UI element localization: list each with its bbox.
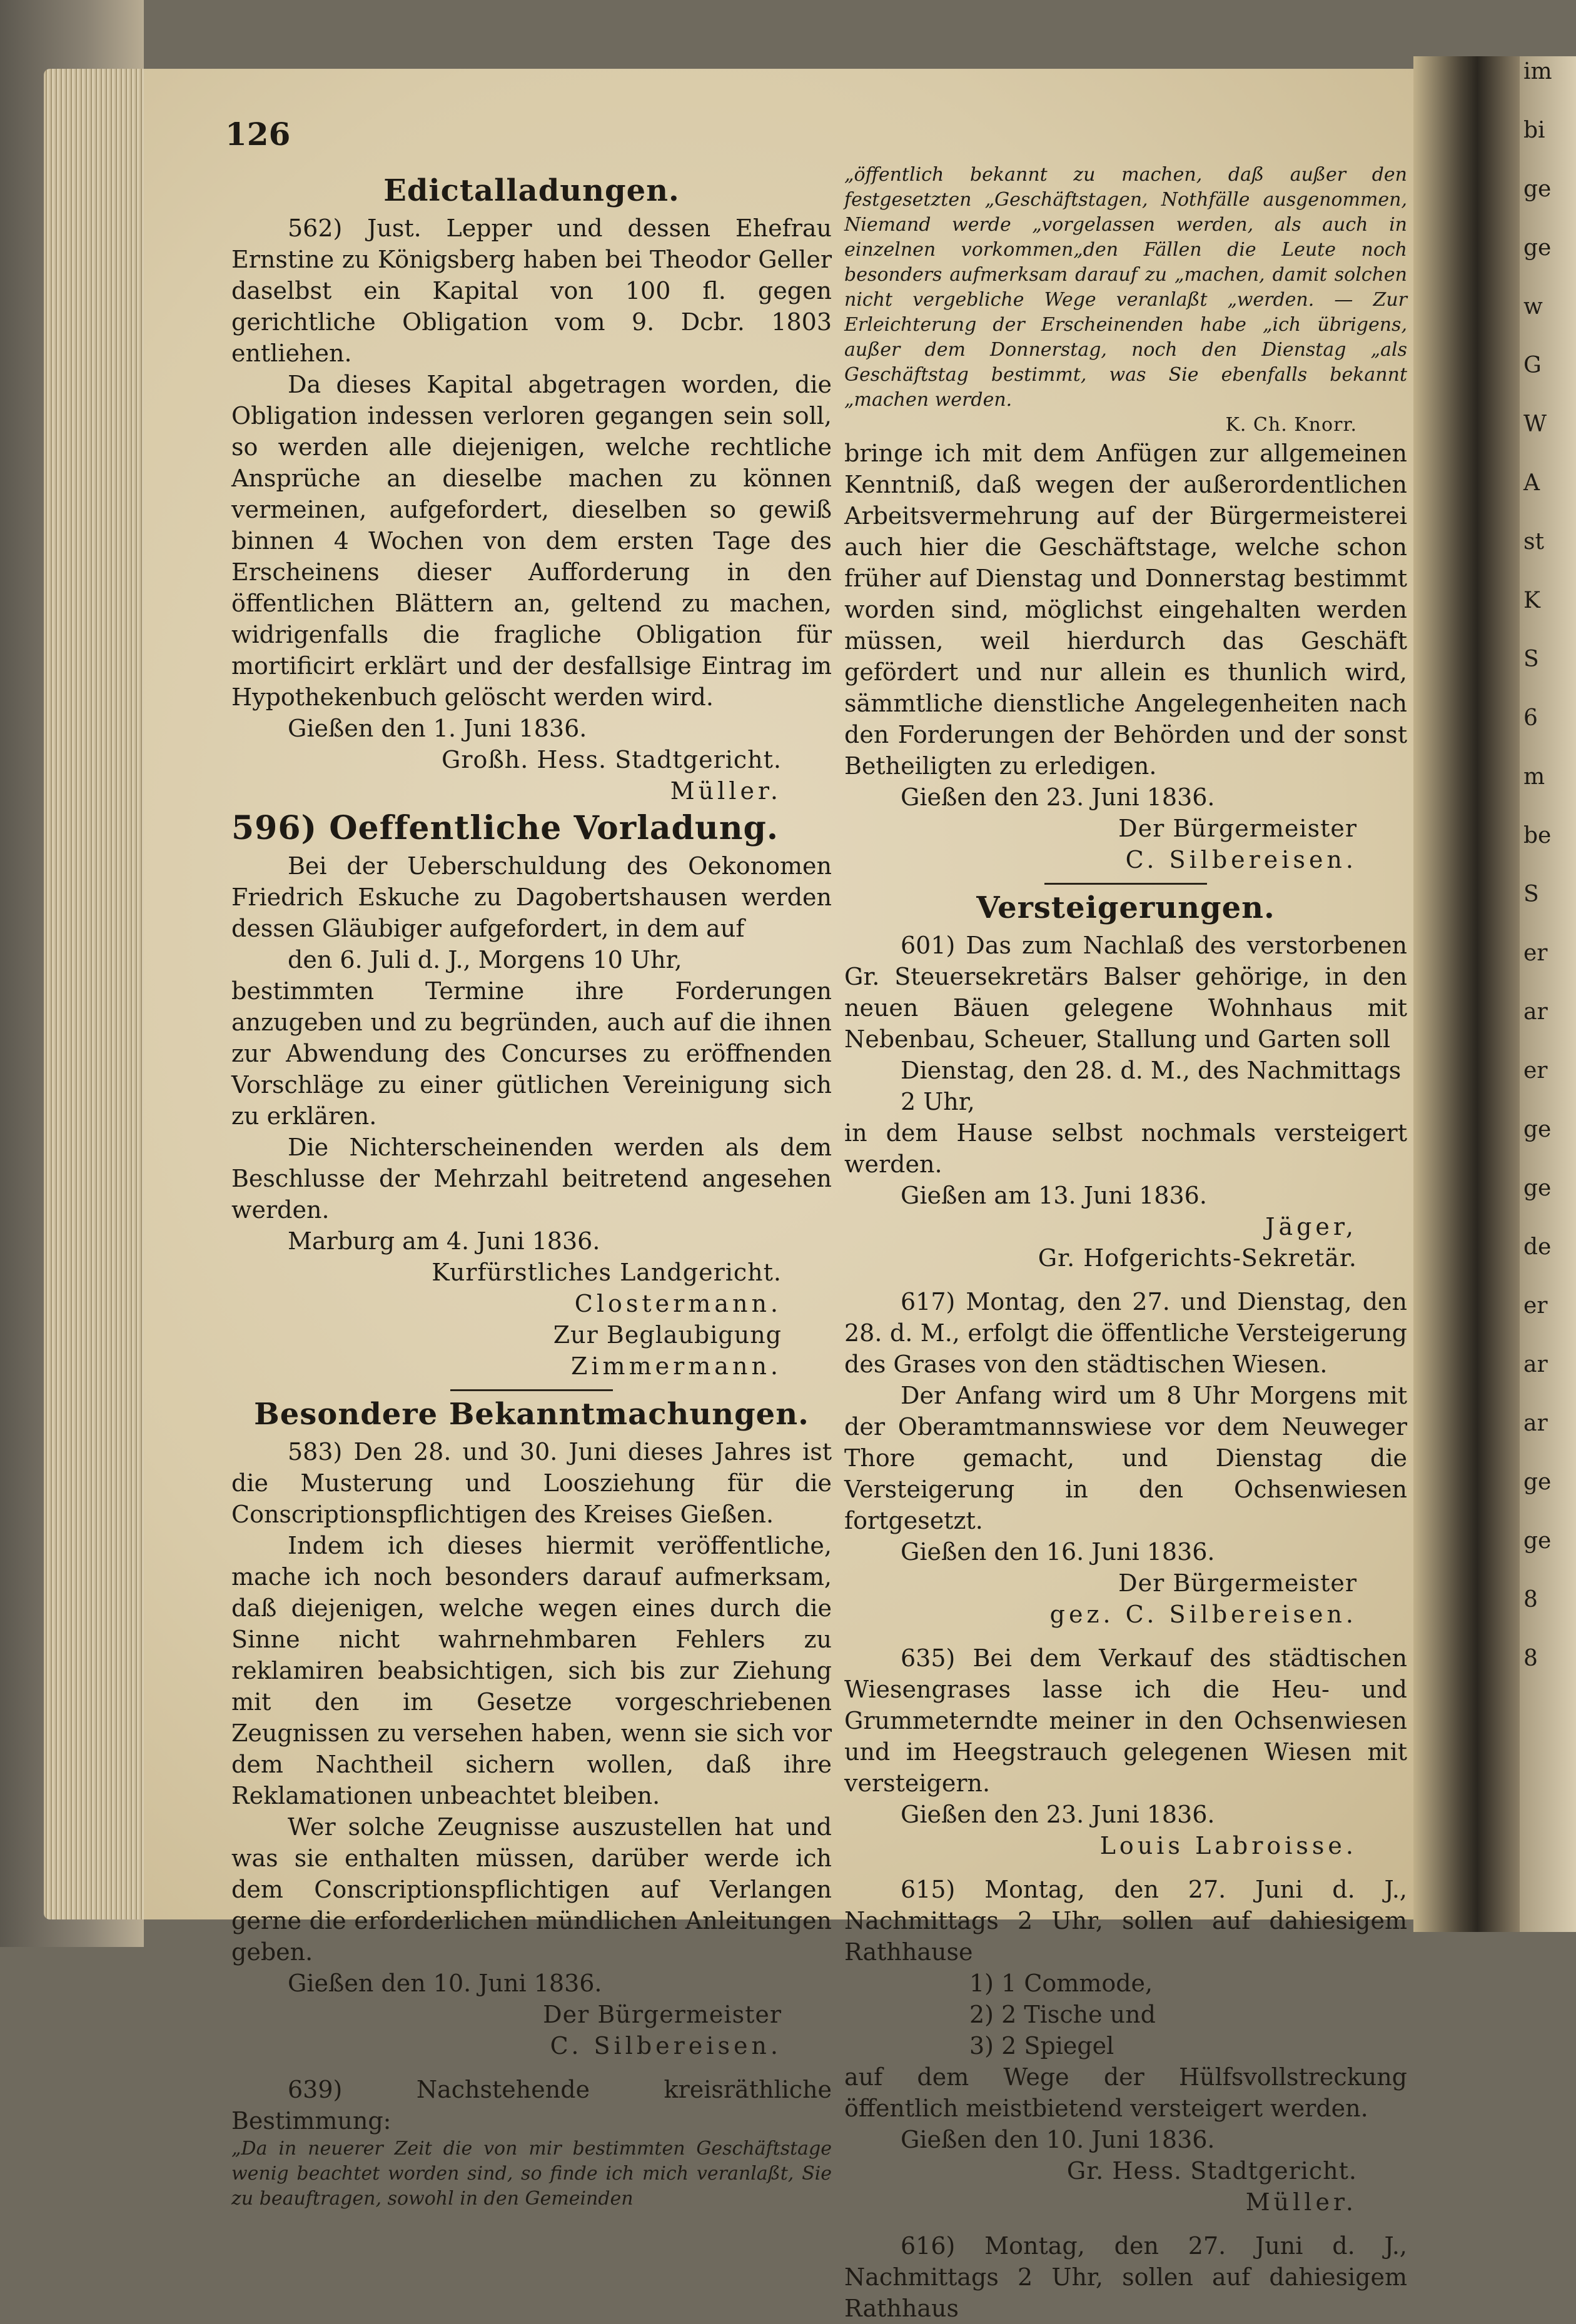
authority: Kurfürstliches Landgericht. <box>432 1259 782 1286</box>
adjacent-fragment: er <box>1523 940 1548 966</box>
signature: Zimmermann. <box>571 1352 782 1380</box>
adjacent-fragment: de <box>1523 1234 1552 1260</box>
adjacent-fragment: ar <box>1523 1352 1548 1377</box>
adjacent-fragment: 8 <box>1523 1646 1538 1671</box>
section-heading: Versteigerungen. <box>976 890 1275 925</box>
authority: Der Bürgermeister <box>1118 1569 1357 1597</box>
notice-text: bestimmten Termine ihre Forderungen anzugeben und zu begründen, auch auf die ihnen zur Abwendung des Concurses zu eröffnenden Vorschläge zu einer gütlichen Vereinigung sich zu erklären. <box>231 977 832 1130</box>
notice-date-line: den 6. Juli d. J., Morgens 10 Uhr, <box>288 946 682 973</box>
place-date: Marburg am 4. Juni 1836. <box>288 1227 600 1255</box>
list-item: 1) 1 Commode, <box>969 1969 1153 1997</box>
divider <box>1044 883 1207 885</box>
adjacent-fragment: G <box>1523 353 1542 378</box>
signature: C. Silbereisen. <box>550 2032 782 2060</box>
adjacent-fragment: K <box>1523 588 1540 613</box>
notice-text: auf dem Wege der Hülfsvollstreckung öffentlich meistbietend versteigert werden. <box>844 2063 1407 2122</box>
notice-quote: „Da in neuerer Zeit die von mir bestimmten Geschäftstage wenig beachtet worden sind, so finde ich mich veranlaßt, Sie zu beauftragen, sowohl in den Gemeinden <box>231 2138 832 2210</box>
signature: gez. C. Silbereisen. <box>1049 1601 1357 1628</box>
notice-text: 601) Das zum Nachlaß des verstorbenen Gr. Steuersekretärs Balser gehörige, in den neuen Bäuen gelegene Wohnhaus mit Nebenbau, Scheuer, Stallung und Garten soll <box>844 932 1407 1053</box>
notice-text: 562) Just. Lepper und dessen Ehefrau Ernstine zu Königsberg haben bei Theodor Geller daselbst ein Kapital von 100 fl. gegen gerichtliche Obligation vom 9. Dcbr. 1803 entliehen. <box>231 214 832 367</box>
section-heading: Besondere Bekanntmachungen. <box>254 1397 809 1432</box>
book-gutter <box>1413 56 1520 1932</box>
notice-text: Wer solche Zeugnisse auszustellen hat und was sie enthalten müssen, darüber werde ich dem Conscriptionspflichtigen auf Verlangen gerne die erforderlichen mündlichen Anleitungen geben. <box>231 1813 832 1966</box>
adjacent-fragment: ge <box>1523 1469 1552 1495</box>
signature: Müller. <box>670 777 782 805</box>
notice-text: Bei der Ueberschuldung des Oekonomen Friedrich Eskuche zu Dagobertshausen werden dessen Gläubiger aufgefordert, in dem auf <box>231 852 832 942</box>
list-item: 3) 2 Spiegel <box>969 2032 1114 2060</box>
adjacent-fragment: ar <box>1523 999 1548 1025</box>
adjacent-fragment: ge <box>1523 1117 1552 1142</box>
authority: Gr. Hess. Stadtgericht. <box>1066 2157 1357 2185</box>
notice-text: Die Nichterscheinenden werden als dem Beschlusse der Mehrzahl beitretend angesehen werden. <box>231 1134 832 1224</box>
place-date: Gießen den 23. Juni 1836. <box>901 783 1215 811</box>
place-date: Gießen den 16. Juni 1836. <box>901 1538 1215 1566</box>
adjacent-page <box>1520 56 1576 1932</box>
place-date: Gießen den 1. Juni 1836. <box>288 715 587 742</box>
adjacent-fragment: er <box>1523 1058 1548 1084</box>
signature: C. Silbereisen. <box>1125 846 1357 873</box>
place-date: Gießen den 10. Juni 1836. <box>901 2126 1215 2153</box>
notice-date-line: Dienstag, den 28. d. M., des Nachmittags 2 Uhr, <box>901 1057 1402 1115</box>
adjacent-fragment: S <box>1523 646 1539 672</box>
quote-signature: K. Ch. Knorr. <box>1225 414 1357 436</box>
notice-text: 616) Montag, den 27. Juni d. J., Nachmittags 2 Uhr, sollen auf dahiesigem Rathhaus <box>844 2232 1407 2322</box>
signature: Clostermann. <box>574 1290 782 1317</box>
left-column <box>231 169 832 2211</box>
notice-text: in dem Hause selbst nochmals versteigert werden. <box>844 1119 1407 1178</box>
adjacent-fragment: m <box>1523 764 1545 790</box>
adjacent-fragment: S <box>1523 882 1539 907</box>
place-date: Gießen am 13. Juni 1836. <box>901 1182 1207 1209</box>
right-column <box>844 163 1407 2324</box>
adjacent-fragment: 6 <box>1523 705 1538 731</box>
adjacent-fragment: st <box>1523 529 1544 555</box>
section-heading: Edictalladungen. <box>383 173 680 208</box>
signature: Louis Labroisse. <box>1099 1832 1357 1859</box>
notice-text: 615) Montag, den 27. Juni d. J., Nachmittags 2 Uhr, sollen auf dahiesigem Rathhause <box>844 1876 1407 1966</box>
adjacent-fragment: W <box>1523 411 1547 437</box>
notice-quote: „öffentlich bekannt zu machen, daß außer den festgesetzten „Geschäftstagen, Nothfälle ausgenommen, Niemand werde „vorgelassen werden, als auch in einzelnen vorkommen„den Fällen die Leute noch besonders aufmerksam darauf zu „machen, damit solchen nicht vergebliche Wege veranlaßt „werden. — Zur Erleichterung der Erscheinenden habe „ich übrigens, außer dem Donnerstag, noch den Dienstag „als Geschäftstag bestimmt, was Sie ebenfalls bekannt „machen werden. <box>844 164 1407 411</box>
adjacent-fragment: ge <box>1523 235 1552 261</box>
place-date: Gießen den 10. Juni 1836. <box>288 1969 602 1997</box>
authority: Der Bürgermeister <box>543 2001 782 2028</box>
page-number: 126 <box>225 116 291 153</box>
notice-text: 617) Montag, den 27. und Dienstag, den 28. d. M., erfolgt die öffentliche Versteigerung des Grases von den städtischen Wiesen. <box>844 1288 1407 1378</box>
authority: Gr. Hofgerichts-Sekretär. <box>1038 1244 1357 1272</box>
notice-text: 635) Bei dem Verkauf des städtischen Wiesengrases lasse ich die Heu- und Grummeterndte meiner in den Ochsenwiesen und im Heegstrauch gelegenen Wiesen mit versteigern. <box>844 1644 1407 1797</box>
adjacent-fragment: im <box>1523 59 1552 84</box>
signature: Müller. <box>1245 2188 1357 2216</box>
adjacent-fragment: 8 <box>1523 1587 1538 1612</box>
authority: Der Bürgermeister <box>1118 815 1357 842</box>
divider <box>450 1389 613 1391</box>
notice-heading: 596) Oeffentliche Vorladung. <box>231 809 779 847</box>
authority: Großh. Hess. Stadtgericht. <box>442 746 782 773</box>
signature: Jäger, <box>1265 1213 1357 1240</box>
adjacent-fragment: be <box>1523 823 1552 848</box>
notice-text: 583) Den 28. und 30. Juni dieses Jahres ist die Musterung und Loosziehung für die Conscriptionspflichtigen des Kreises Gießen. <box>231 1438 832 1528</box>
notice-text: 639) Nachstehende kreisräthliche Bestimmung: <box>231 2076 832 2135</box>
adjacent-page-fragments <box>1520 56 1576 1674</box>
adjacent-fragment: er <box>1523 1293 1548 1319</box>
adjacent-fragment: ge <box>1523 176 1552 202</box>
attestation: Zur Beglaubigung <box>553 1321 782 1349</box>
adjacent-fragment: ar <box>1523 1411 1548 1436</box>
adjacent-fragment: w <box>1523 294 1543 319</box>
adjacent-fragment: A <box>1523 470 1540 496</box>
adjacent-fragment: ge <box>1523 1528 1552 1554</box>
adjacent-fragment: ge <box>1523 1175 1552 1201</box>
list-item: 2) 2 Tische und <box>969 2001 1156 2028</box>
notice-text: Da dieses Kapital abgetragen worden, die Obligation indessen verloren gegangen sein soll, so werden alle diejenigen, welche rechtliche Ansprüche an dieselbe machen zu können vermeinen, aufgefordert, dieselben so gewiß binnen 4 Wochen von dem ersten Tage des Erscheinens dieser Aufforderung in den öffentlichen Blättern an, geltend zu machen, widrigenfalls die fragliche Obligation für mortificirt erklärt und der desfallsige Eintrag im Hypothekenbuch gelöscht werden wird. <box>231 371 832 711</box>
notice-text: bringe ich mit dem Anfügen zur allgemeinen Kenntniß, daß wegen der außerordentlichen Arbeitsvermehrung auf der Bürgermeisterei auch hier die Geschäftstage, welche schon früher auf Dienstag und Donnerstag bestimmt worden sind, möglichst eingehalten werden müssen, weil hierdurch das Geschäft gefördert und nur allein es thunlich wird, sämmtliche dienstliche Angelegenheiten nach den Forderungen der Behörden und der sonst Betheiligten zu erledigen. <box>844 440 1407 780</box>
place-date: Gießen den 23. Juni 1836. <box>901 1801 1215 1828</box>
notice-text: Der Anfang wird um 8 Uhr Morgens mit der Oberamtmannswiese vor dem Neuweger Thore gemacht, und Dienstag die Versteigerung in den Ochsenwiesen fortgesetzt. <box>844 1382 1407 1534</box>
adjacent-fragment: bi <box>1523 118 1545 143</box>
notice-text: Indem ich dieses hiermit veröffentliche, mache ich noch besonders darauf aufmerksam, daß diejenigen, welche wegen eines durch die Sinne nicht wahrnehmbaren Fehlers zu reklamiren beabsichtigen, sich bis zur Ziehung mit den im Gesetze vorgeschriebenen Zeugnissen zu versehen haben, wenn sie sich vor dem Nachtheil sichern wollen, daß ihre Reklamationen unbeachtet bleiben. <box>231 1532 832 1809</box>
